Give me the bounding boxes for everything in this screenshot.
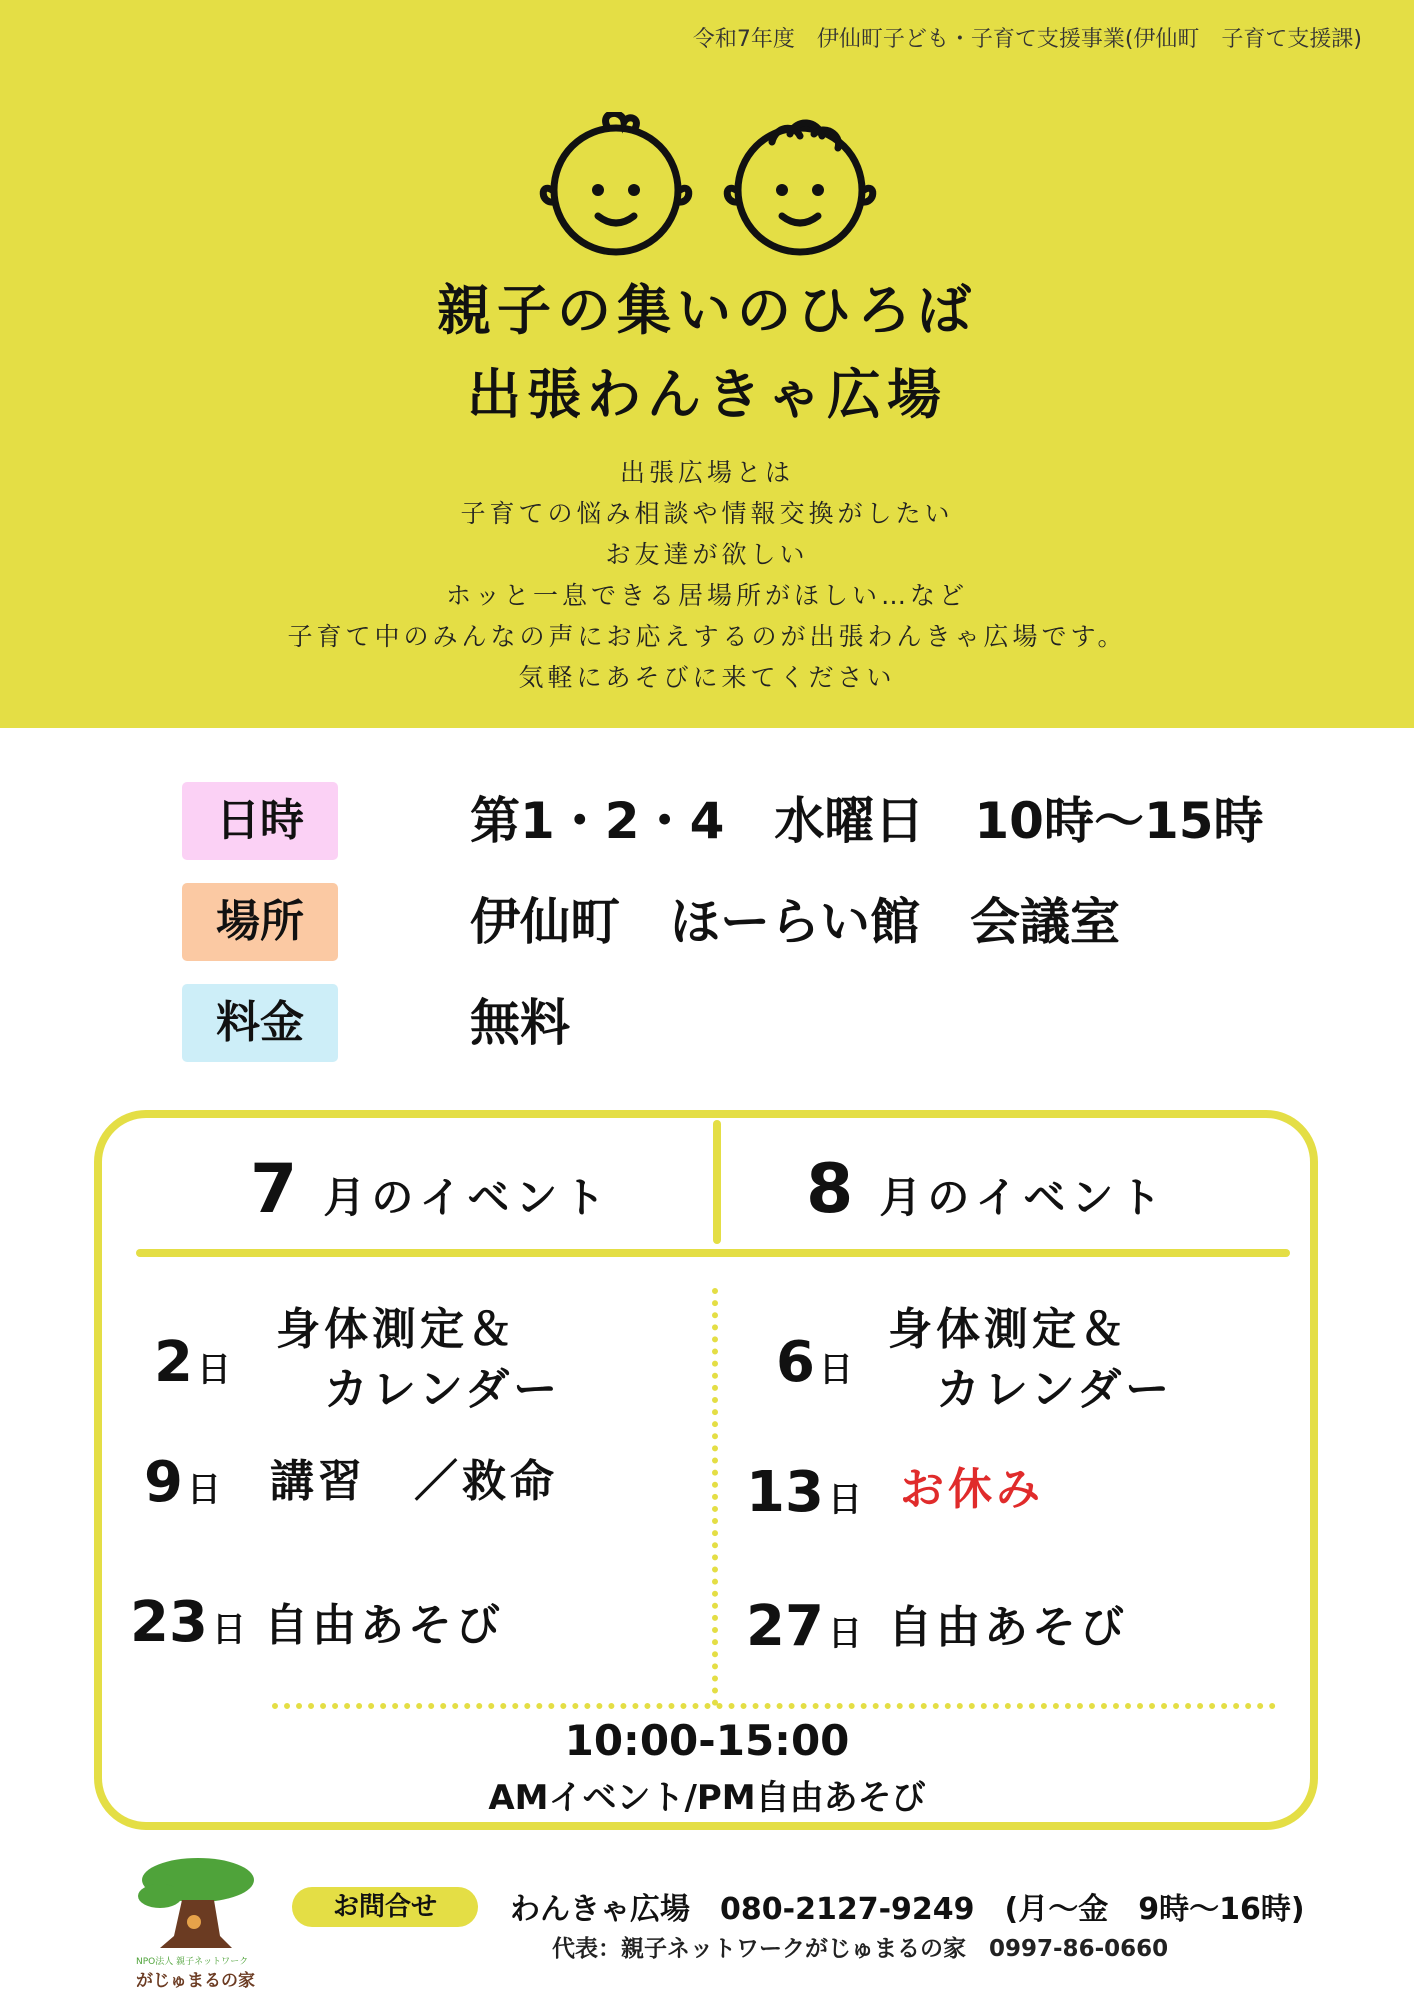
august-event-title: カレンダー — [936, 1364, 1174, 1415]
intro-line: ホッと一息できる居場所がほしい…など — [445, 581, 968, 610]
header-rule — [136, 1249, 1290, 1257]
intro-text — [0, 452, 1414, 698]
contact-sub: 代表：親子ネットワークがじゅまるの家 0997-86-0660 — [552, 1936, 1169, 1962]
july-event-title: 講習 ／救命 — [270, 1456, 558, 1507]
day-unit: 日 — [818, 1350, 853, 1390]
august-event-day — [746, 1594, 862, 1659]
august-heading-text: 月のイベント — [879, 1173, 1168, 1222]
gajumaru-logo — [136, 1856, 255, 1991]
day-number: 13 — [746, 1460, 824, 1525]
day-number: 9 — [144, 1450, 183, 1515]
intro-line: 子育て中のみんなの声にお応えするのが出張わんきゃ広場です。 — [287, 622, 1127, 651]
logo-small-text: NPO法人 親子ネットワーク — [136, 1957, 249, 1967]
day-unit: 日 — [196, 1350, 231, 1390]
contact-main: わんきゃ広場 080-2127-9249 (月〜金 9時〜16時) — [510, 1892, 1305, 1927]
fee-value: 無料 — [470, 994, 570, 1052]
intro-line: 気軽にあそびに来てください — [518, 663, 896, 692]
day-unit: 日 — [186, 1470, 221, 1510]
header-band — [0, 0, 1414, 728]
august-heading — [806, 1150, 1167, 1229]
day-unit: 日 — [211, 1610, 246, 1650]
intro-line: 出張広場とは — [619, 458, 794, 487]
july-event-day — [144, 1450, 221, 1515]
july-event-title: 身体測定＆ — [276, 1304, 516, 1355]
july-event-title: カレンダー — [324, 1364, 562, 1415]
fee-label: 料金 — [182, 984, 338, 1062]
july-heading — [250, 1150, 611, 1229]
day-number: 6 — [776, 1330, 815, 1395]
baby-faces-icon — [538, 112, 878, 262]
logo-name: がじゅまるの家 — [136, 1971, 255, 1991]
main-title-line2: 出張わんきゃ広場 — [467, 363, 947, 426]
place-label: 場所 — [182, 883, 338, 961]
event-schedule: AMイベント/PM自由あそび — [488, 1778, 926, 1818]
day-unit: 日 — [827, 1614, 862, 1654]
datetime-value: 第1・2・4 水曜日 10時〜15時 — [470, 792, 1264, 850]
place-value: 伊仙町 ほーらい館 会議室 — [470, 893, 1120, 951]
day-number: 27 — [746, 1594, 824, 1659]
day-number: 23 — [130, 1590, 208, 1655]
july-month-number: 7 — [250, 1150, 298, 1229]
day-unit: 日 — [827, 1480, 862, 1520]
july-heading-text: 月のイベント — [323, 1173, 612, 1222]
contact-label: お問合せ — [292, 1887, 478, 1927]
header-note: 令和7年度 伊仙町子ども・子育て支援事業(伊仙町 子育て支援課) — [692, 27, 1362, 52]
august-holiday-label: お休み — [900, 1464, 1044, 1515]
intro-line: 子育ての悩み相談や情報交換がしたい — [460, 499, 954, 528]
column-dotted-divider — [712, 1288, 718, 1706]
august-event-day — [776, 1330, 853, 1395]
july-event-title: 自由あそび — [264, 1600, 504, 1651]
time-dotted-divider — [272, 1703, 1276, 1709]
month-divider — [713, 1120, 721, 1244]
august-month-number: 8 — [806, 1150, 854, 1229]
july-event-day — [130, 1590, 246, 1655]
datetime-label: 日時 — [182, 782, 338, 860]
august-event-title: 身体測定＆ — [888, 1304, 1128, 1355]
intro-line: お友達が欲しい — [605, 540, 809, 569]
august-event-day — [746, 1460, 862, 1525]
day-number: 2 — [154, 1330, 193, 1395]
august-event-title: 自由あそび — [888, 1602, 1128, 1653]
main-title-line1: 親子の集いのひろば — [437, 279, 977, 342]
july-event-day — [154, 1330, 231, 1395]
event-time: 10:00-15:00 — [564, 1716, 850, 1765]
banyan-tree-icon — [136, 1856, 254, 1954]
